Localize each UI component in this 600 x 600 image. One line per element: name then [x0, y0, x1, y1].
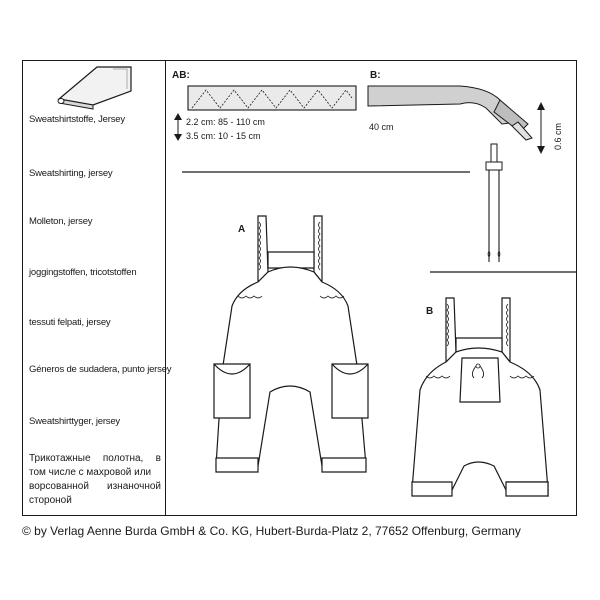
view-a-label: A: [238, 224, 246, 235]
zigzag-elastic-icon: [188, 86, 356, 110]
ab-label: AB:: [172, 70, 190, 81]
twin-needle-icon: [486, 144, 502, 262]
fabric-label-swedish: Sweatshirttyger, jersey: [29, 416, 120, 427]
view-b-label: B: [426, 306, 434, 317]
fabric-label-italian: tessuti felpati, jersey: [29, 317, 111, 328]
ab-height-arrow-icon: [174, 113, 182, 141]
fabric-label-spanish: Géneros de sudadera, punto jersey: [29, 364, 172, 375]
overalls-view-a-drawing: [214, 216, 368, 472]
fabric-label-french: Molleton, jersey: [29, 216, 93, 227]
copyright-notice: © by Verlag Aenne Burda GmbH & Co. KG, Hubert-Burda-Platz 2, 77652 Offenburg, Germany: [22, 524, 521, 538]
ab-size-1: 2.2 cm: 85 - 110 cm: [186, 117, 265, 127]
romper-view-b-drawing: [412, 298, 548, 496]
b-label: B:: [370, 70, 381, 81]
fabric-label-russian: Трикотажные полотна, в том числе с махровой или ворсованной изнаночной стороной: [29, 453, 161, 506]
fabric-label-english: Sweatshirting, jersey: [29, 168, 113, 179]
ab-size-2: 3.5 cm: 10 - 15 cm: [186, 131, 261, 141]
b-length: 40 cm: [369, 122, 394, 132]
b-width: 0.6 cm: [553, 122, 563, 150]
b-width-arrow-icon: [537, 102, 545, 154]
fabric-label-german: Sweatshirtstoffe, Jersey: [29, 114, 125, 125]
fabric-label-dutch: joggingstoffen, tricotstoffen: [29, 267, 137, 278]
